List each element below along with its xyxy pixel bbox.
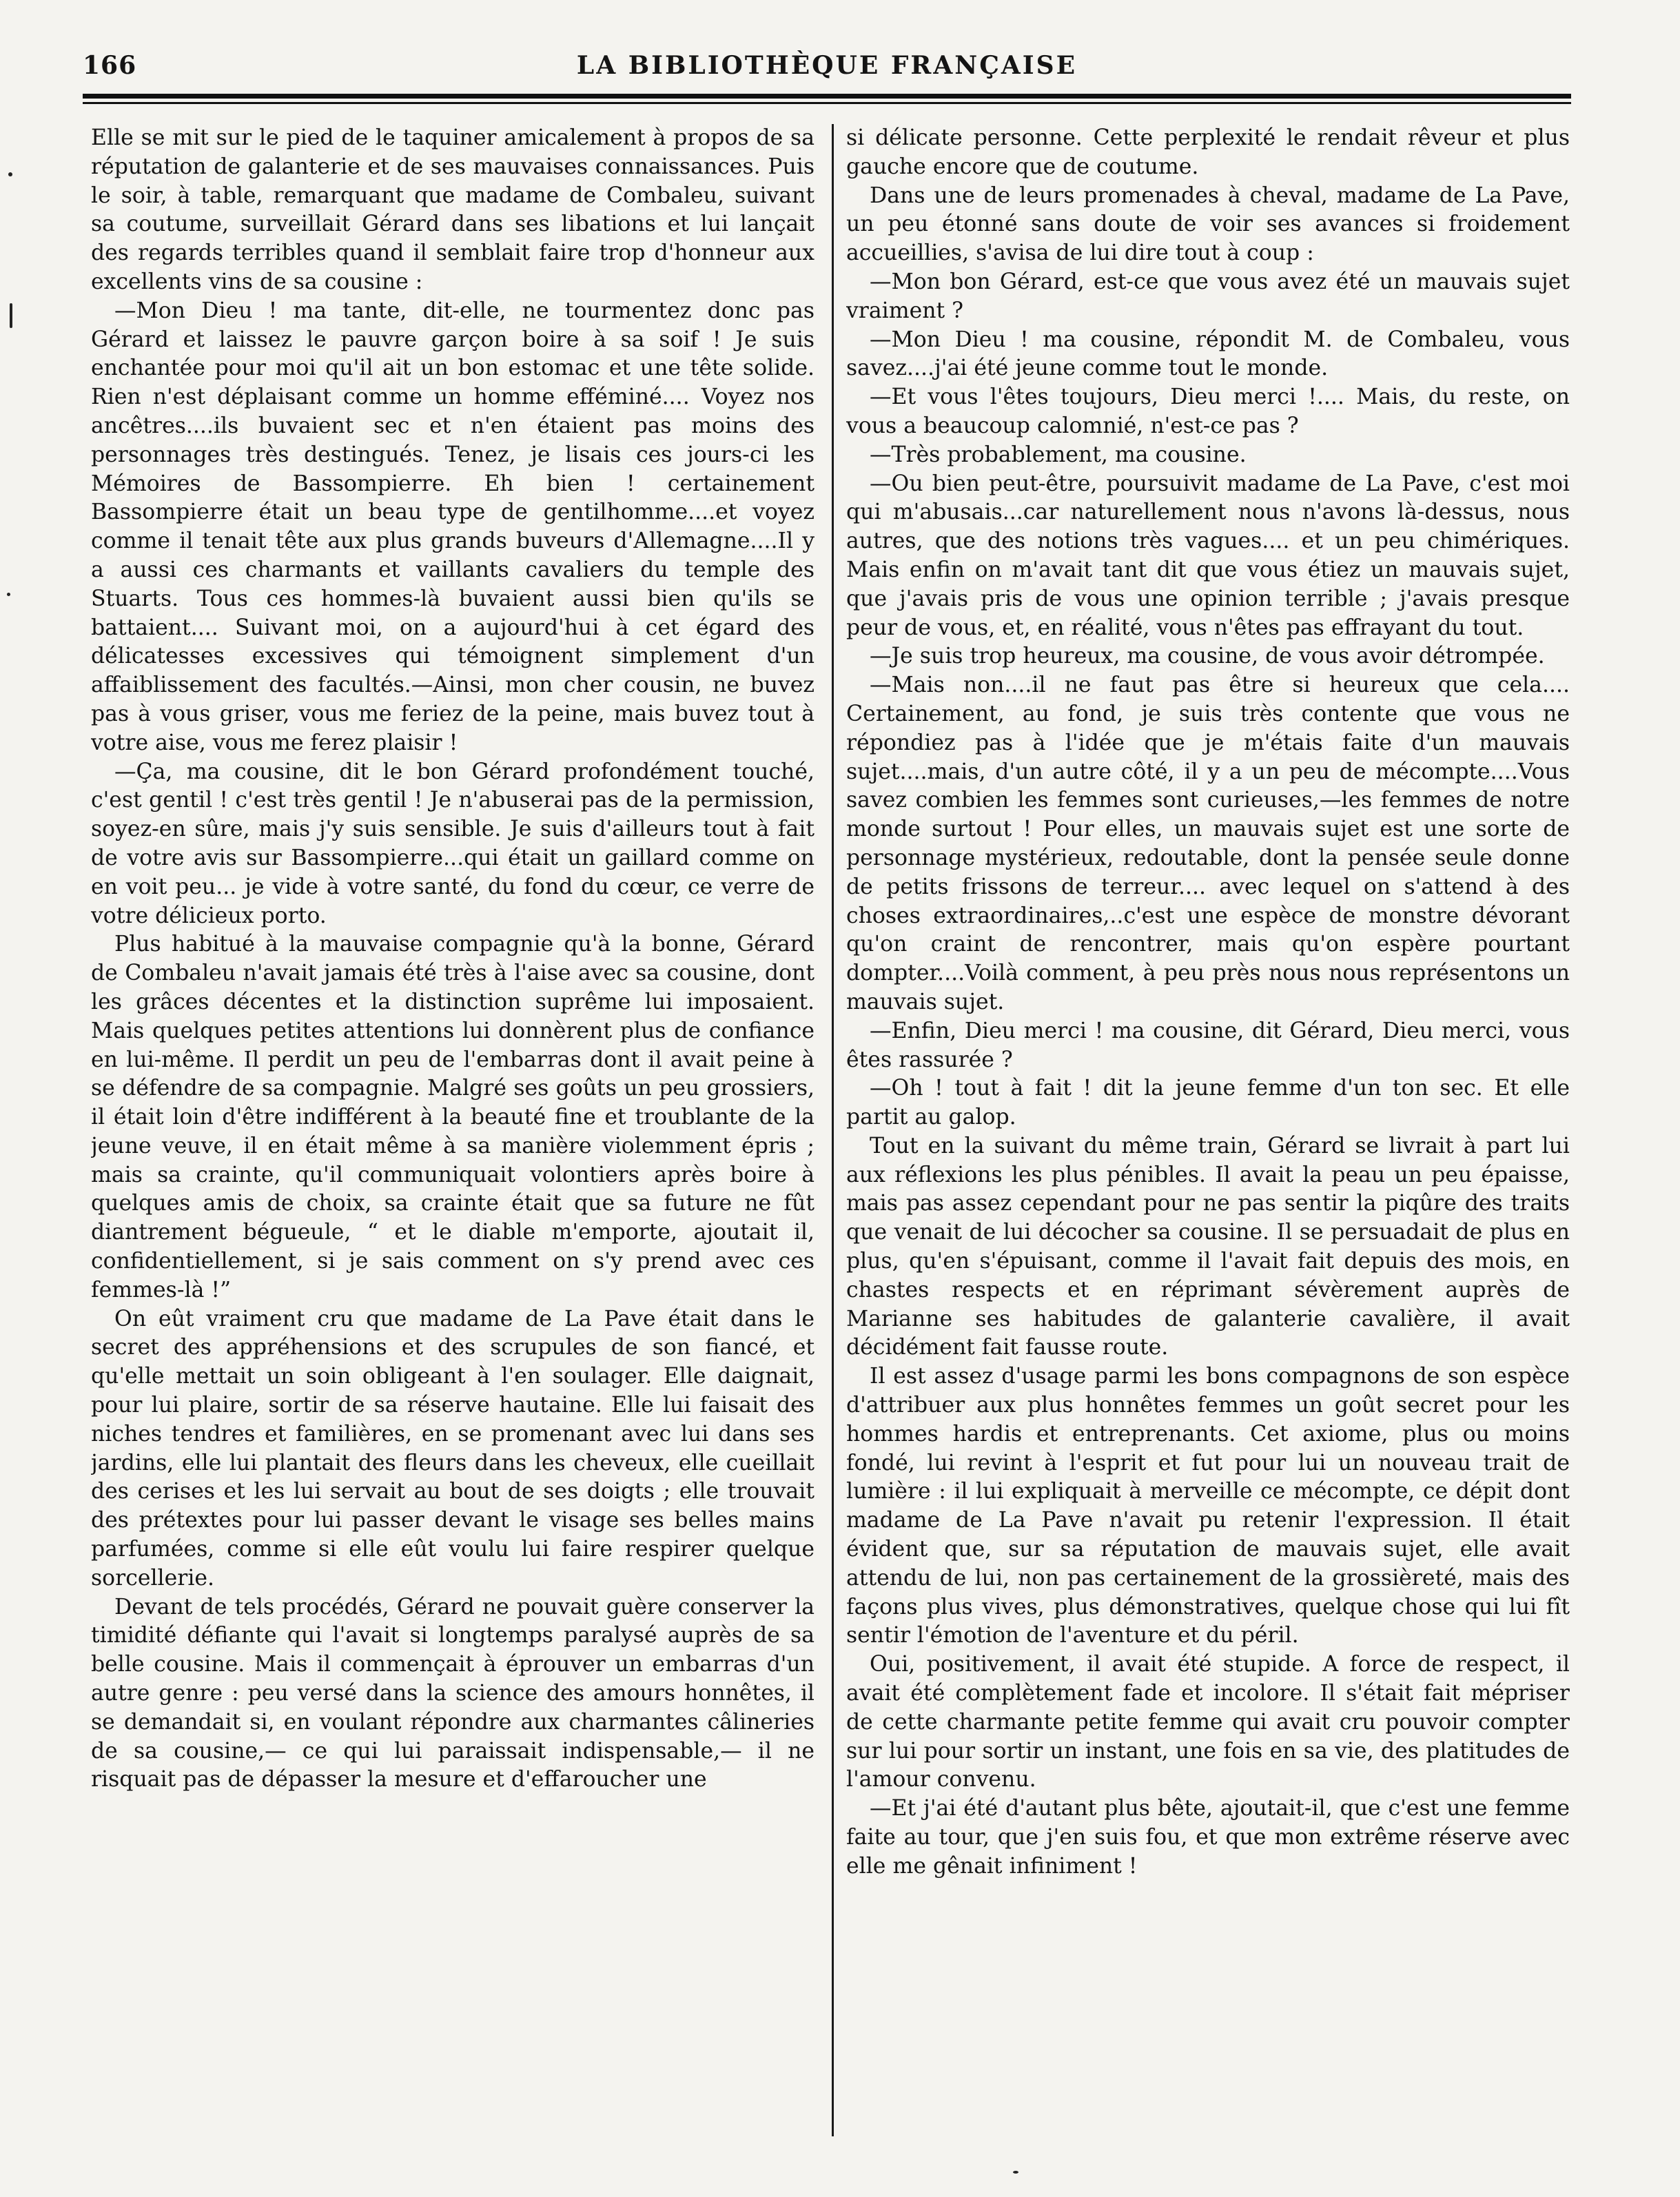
column-divider	[832, 124, 834, 2136]
scan-speck	[8, 172, 12, 176]
paragraph: —Mon Dieu ! ma tante, dit-elle, ne tourmentez donc pas Gérard et laissez le pauvre garçon boire à sa soif ! Je suis enchantée pour moi qu'il ait un bon estomac et une tête solide. Rien n'est déplaisant comme un homme efféminé.... Voyez nos ancêtres....ils buvaient sec et n'en étaient pas moins des personnages très destingués. Tenez, je lisais ces jours-ci les Mémoires de Bassompierre. Eh bien ! certainement Bassompierre était un beau type de gentilhomme....et voyez comme il tenait tête aux plus grands buveurs d'Allemagne....Il y a aussi ces charmants et vaillants cavaliers du temple des Stuarts. Tous ces hommes-là buvaient aussi bien qu'ils se battaient.... Suivant moi, on a aujourd'hui à cet égard des délicatesses excessives qui témoignent simplement d'un affaiblissement des facultés.—Ainsi, mon cher cousin, ne buvez pas à vous griser, vous me feriez de la peine, mais buvez tout à votre aise, vous me ferez plaisir !	[91, 298, 815, 755]
paragraph: Tout en la suivant du même train, Gérard se livrait à part lui aux réflexions les plus pénibles. Il avait la peau un peu épaisse, mais pas assez cependant pour ne pas sentir la piqûre des traits que venait de lui décocher sa cousine. Il se persuadait de plus en plus, qu'en s'épuisant, comme il l'avait fait depuis des mois, en chastes respects et en réprimant sévèrement auprès de Marianne ses habitudes de galanterie cavalière, il avait décidément fait fausse route.	[846, 1133, 1570, 1360]
paragraph: —Je suis trop heureux, ma cousine, de vous avoir détrompée.	[870, 644, 1545, 669]
running-title: LA BIBLIOTHÈQUE FRANÇAISE	[576, 51, 1078, 80]
paragraph: Dans une de leurs promenades à cheval, madame de La Pave, un peu étonné sans doute de voir ses avances si froidement accueillies, s'avisa de lui dire tout à coup :	[846, 183, 1570, 266]
paragraph: —Oh ! tout à fait ! dit la jeune femme d'un ton sec. Et elle partit au galop.	[846, 1076, 1570, 1130]
right-column	[846, 124, 1570, 2136]
paragraph: Devant de tels procédés, Gérard ne pouvait guère conserver la timidité défiante qui l'avait si longtemps paralysé auprès de sa belle cousine. Mais il commençait à éprouver un embarras d'un autre genre : peu versé dans la science des amours honnêtes, il se demandait si, en voulant répondre aux charmantes câlineries de sa cousine,— ce qui lui paraissait indispensable,— il ne risquait pas de dépasser la mesure et d'effaroucher une	[91, 1594, 815, 1792]
paragraph: On eût vraiment cru que madame de La Pave était dans le secret des appréhensions et des scrupules de son fiancé, et qu'elle mettait un soin obligeant à l'en soulager. Elle daignait, pour lui plaire, sortir de sa réserve hautaine. Elle lui faisait des niches tendres et familières, en se promenant avec lui dans ses jardins, elle lui plantait des fleurs dans les cheveux, elle cueillait des cerises et les lui servait au bout de ses doigts ; elle trouvait des prétextes pour lui passer devant le visage ses belles mains parfumées, comme si elle eût voulu lui faire respirer quelque sorcellerie.	[91, 1306, 815, 1591]
scan-speck	[7, 593, 10, 596]
paragraph: Oui, positivement, il avait été stupide. A force de respect, il avait été complètement fade et incolore. Il s'était fait mépriser de cette charmante petite femme qui avait cru pouvoir compter sur lui pour sortir un instant, une fois en sa vie, des platitudes de l'amour convenu.	[846, 1652, 1570, 1792]
header-rule-thin	[83, 102, 1571, 104]
page-header	[83, 48, 1571, 90]
left-column	[91, 124, 815, 2136]
scan-speck	[1013, 2171, 1018, 2174]
paragraph: —Mon Dieu ! ma cousine, répondit M. de Combaleu, vous savez....j'ai été jeune comme tout le monde.	[846, 327, 1570, 381]
paragraph: Elle se mit sur le pied de le taquiner amicalement à propos de sa réputation de galanterie et de ses mauvaises connaissances. Puis le soir, à table, remarquant que madame de Combaleu, suivant sa coutume, surveillait Gérard dans ses libations et lui lançait des regards terribles quand il semblait faire trop d'honneur aux excellents vins de sa cousine :	[91, 125, 815, 294]
paragraph: Plus habitué à la mauvaise compagnie qu'à la bonne, Gérard de Combaleu n'avait jamais été très à l'aise avec sa cousine, dont les grâces décentes et la distinction suprême lui imposaient. Mais quelques petites attentions lui donnèrent plus de confiance en lui-même. Il perdit un peu de l'embarras dont il avait peine à se défendre de sa compagnie. Malgré ses goûts un peu grossiers, il était loin d'être indifférent à la beauté fine et troublante de la jeune veuve, il en était même à sa manière violemment épris ; mais sa crainte, qu'il communiquait volontiers après boire à quelques amis de choix, sa crainte était que sa future ne fût diantrement bégueule, “ et le diable m'emporte, ajoutait il, confidentiellement, si je sais comment on s'y prend avec ces femmes-là !”	[91, 932, 815, 1302]
paragraph: —Mon bon Gérard, est-ce que vous avez été un mauvais sujet vraiment ?	[846, 269, 1570, 323]
paragraph: —Enfin, Dieu merci ! ma cousine, dit Gérard, Dieu merci, vous êtes rassurée ?	[846, 1018, 1570, 1072]
paragraph: —Ou bien peut-être, poursuivit madame de La Pave, c'est moi qui m'abusais...car naturellement nous n'avons là-dessus, nous autres, que des notions très vagues.... et un peu chimériques. Mais enfin on m'avait tant dit que vous étiez un mauvais sujet, que j'avais pris de vous une opinion terrible ; j'avais presque peur de vous, et, en réalité, vous n'êtes pas effrayant du tout.	[846, 471, 1570, 640]
paragraph: Il est assez d'usage parmi les bons compagnons de son espèce d'attribuer aux plus honnêtes femmes un goût secret pour les hommes hardis et entreprenants. Cet axiome, plus ou moins fondé, lui revint à l'esprit et fut pour lui un nouveau trait de lumière : il lui expliquait à merveille ce mécompte, ce dépit dont madame de La Pave n'avait pu retenir l'expression. Il était évident que, sur sa réputation de mauvais sujet, elle avait attendu de lui, non pas certainement de la grossièreté, mais des façons plus vives, plus démonstratives, quelque chose qui lui fît sentir l'émotion de l'aventure et du péril.	[846, 1364, 1570, 1648]
paragraph: —Mais non....il ne faut pas être si heureux que cela.... Certainement, au fond, je suis très contente que vous ne répondiez pas à l'idée que je m'étais faite d'un mauvais sujet....mais, d'un autre côté, il y a un peu de mécompte....Vous savez combien les femmes sont curieuses,—les femmes de notre monde surtout ! Pour elles, un mauvais sujet est une sorte de personnage mystérieux, redoutable, dont la pensée seule donne de petits frissons de terreur.... avec lequel on s'attend à des choses extraordinaires,..c'est une espèce de monstre dévorant qu'on craint de rencontrer, mais qu'on espère pourtant dompter....Voilà comment, à peu près nous nous représentons un mauvais sujet.	[846, 673, 1570, 1014]
paragraph: —Ça, ma cousine, dit le bon Gérard profondément touché, c'est gentil ! c'est très gentil ! Je n'abuserai pas de la permission, soyez-en sûre, mais j'y suis sensible. Je suis d'ailleurs tout à fait de votre avis sur Bassompierre...qui était un gaillard comme on en voit peu... je vide à votre santé, du fond du cœur, ce verre de votre délicieux porto.	[91, 759, 815, 928]
page-number: 166	[83, 51, 137, 80]
paragraph: —Et vous l'êtes toujours, Dieu merci !.... Mais, du reste, on vous a beaucoup calomnié, n'est-ce pas ?	[846, 385, 1570, 438]
scan-speck	[10, 303, 12, 328]
paragraph: si délicate personne. Cette perplexité le rendait rêveur et plus gauche encore que de coutume.	[846, 125, 1570, 179]
paragraph: —Très probablement, ma cousine.	[870, 442, 1247, 467]
header-rule-thick	[83, 94, 1571, 99]
paragraph: —Et j'ai été d'autant plus bête, ajoutait-il, que c'est une femme faite au tour, que j'en suis fou, et que mon extrême réserve avec elle me gênait infiniment !	[846, 1796, 1570, 1879]
